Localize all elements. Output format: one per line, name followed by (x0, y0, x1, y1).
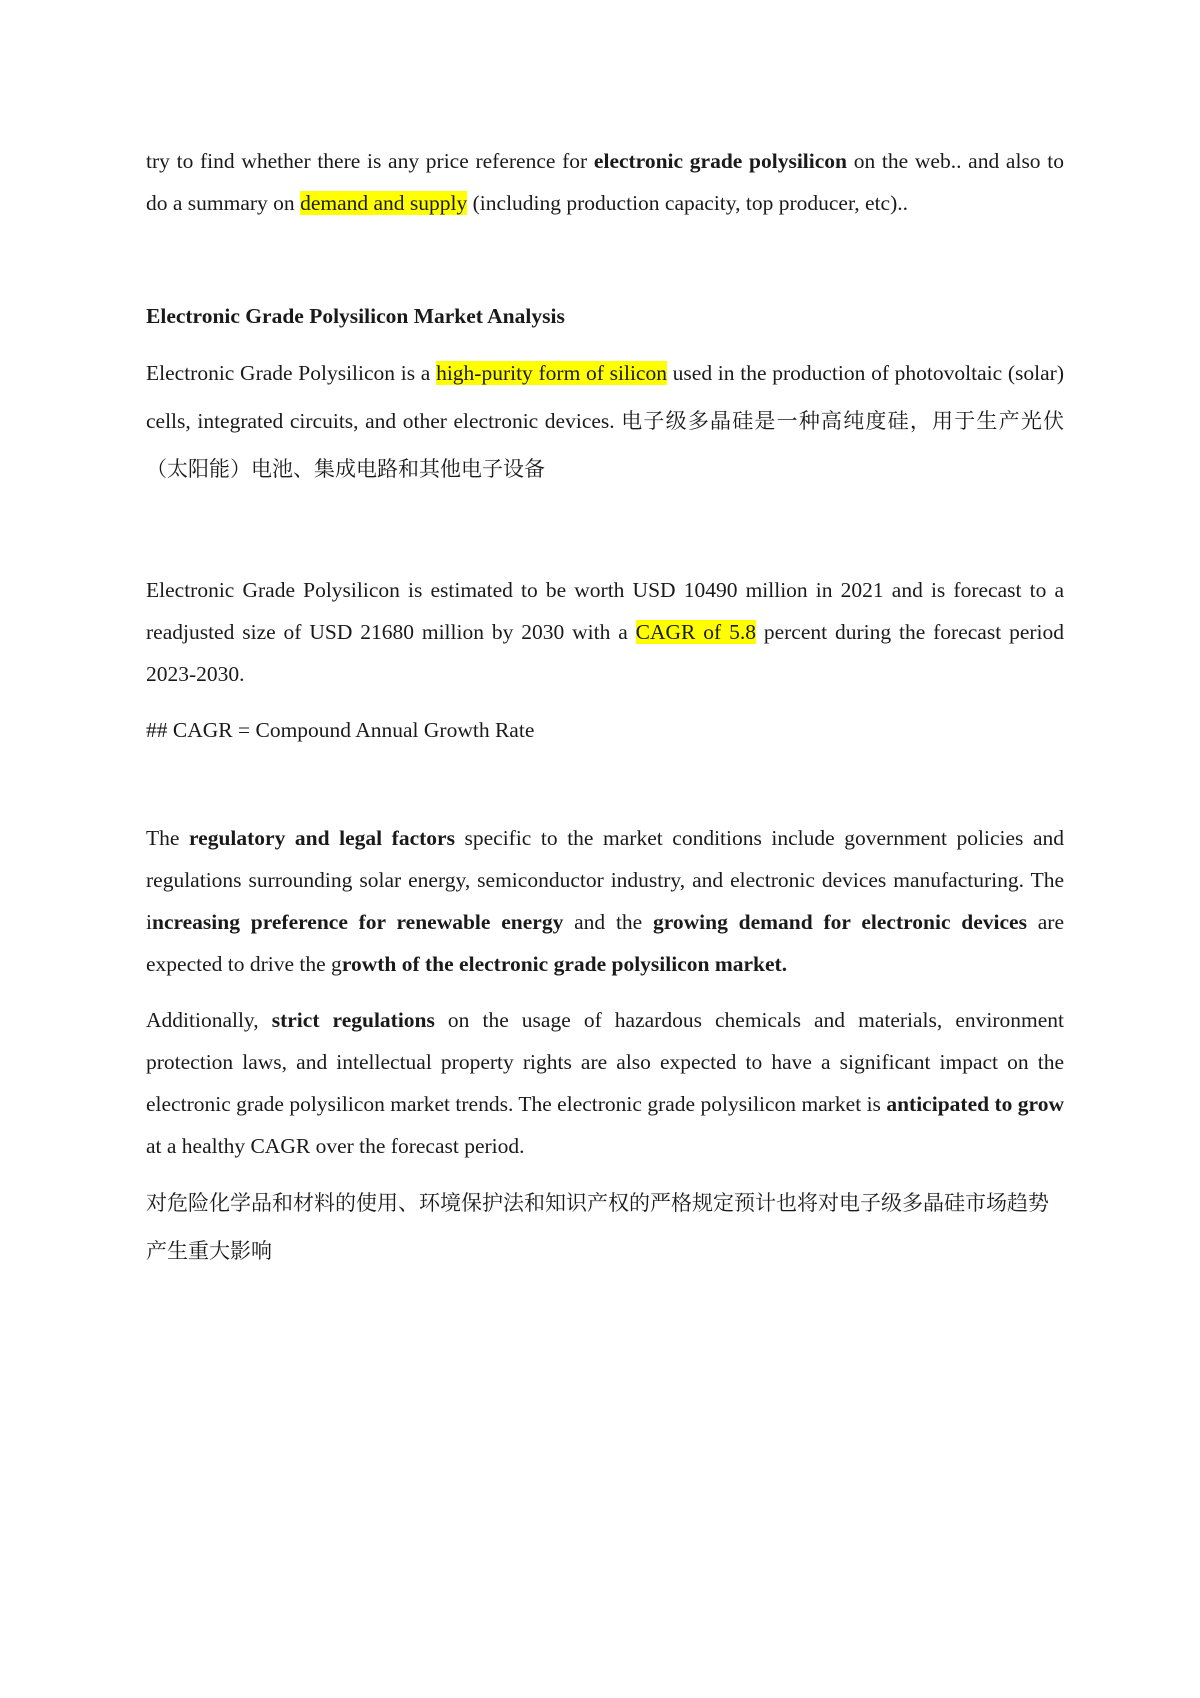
regulatory-text-3: and the (563, 910, 653, 934)
definition-text-1: Electronic Grade Polysilicon is a (146, 361, 437, 385)
regulatory-bold-2: ncreasing preference for renewable energy (151, 910, 564, 934)
additional-bold-1: strict regulations (271, 1008, 435, 1032)
additional-bold-2: anticipated to grow (886, 1092, 1064, 1116)
heading-text: Electronic Grade Polysilicon Market Analysis (146, 304, 565, 328)
market-text-2: percent during the forecast period 2023-2030. (146, 620, 1064, 686)
intro-highlight-1: demand and supply (300, 191, 468, 215)
definition-highlight-1: high-purity form of silicon (436, 361, 667, 385)
intro-text-1: try to find whether there is any price reference for (146, 149, 594, 173)
regulatory-bold-1: regulatory and legal factors (189, 826, 455, 850)
additional-text-3: at a healthy CAGR over the forecast period. (146, 1134, 525, 1158)
regulatory-paragraph (146, 817, 1064, 985)
intro-bold-1: electronic grade polysilicon (593, 149, 847, 173)
chinese-summary-text: 对危险化学品和材料的使用、环境保护法和知识产权的严格规定预计也将对电子级多晶硅市场趋势产生重大影响 (146, 1191, 1049, 1263)
section-heading (146, 295, 1064, 337)
intro-text-3: (including production capacity, top producer, etc).. (467, 191, 908, 215)
market-text-1: Electronic Grade Polysilicon is estimated to be worth USD 10490 million in 2021 and is forecast to a readjusted size of USD 21680 million by 2030 with a (146, 578, 1064, 644)
regulatory-text-1: The (146, 826, 189, 850)
chinese-summary (146, 1179, 1064, 1275)
regulatory-text-2: specific to the market conditions include government policies and regulations surrounding solar energy, semiconductor industry, and electronic devices manufacturing. The i (146, 826, 1064, 934)
cagr-note-text: ## CAGR = Compound Annual Growth Rate (146, 718, 535, 742)
market-highlight-1: CAGR of 5.8 (635, 620, 756, 644)
additional-text-1: Additionally, (146, 1008, 272, 1032)
definition-text-2: used in the production of photovoltaic (solar) cells, integrated circuits, and other electronic devices. (146, 361, 1064, 433)
regulatory-bold-3: growing demand for electronic devices (653, 910, 1027, 934)
definition-paragraph (146, 349, 1064, 493)
document-page (146, 140, 1064, 1275)
additional-text-2: on the usage of hazardous chemicals and materials, environment protection laws, and intellectual property rights are also expected to have a significant impact on the electronic grade polysilicon market trends. The electronic grade polysilicon market is (146, 1008, 1064, 1116)
cagr-note (146, 709, 1064, 751)
intro-text-2: on the web.. and also to do a summary on (146, 149, 1064, 215)
market-paragraph (146, 569, 1064, 695)
regulatory-bold-4: rowth of the electronic grade polysilicon market. (341, 952, 788, 976)
additional-paragraph (146, 999, 1064, 1167)
regulatory-text-4: are expected to drive the g (146, 910, 1065, 976)
definition-chinese: 电子级多晶硅是一种高纯度硅，用于生产光伏（太阳能）电池、集成电路和其他电子设备 (146, 409, 1065, 481)
intro-paragraph (146, 140, 1064, 224)
